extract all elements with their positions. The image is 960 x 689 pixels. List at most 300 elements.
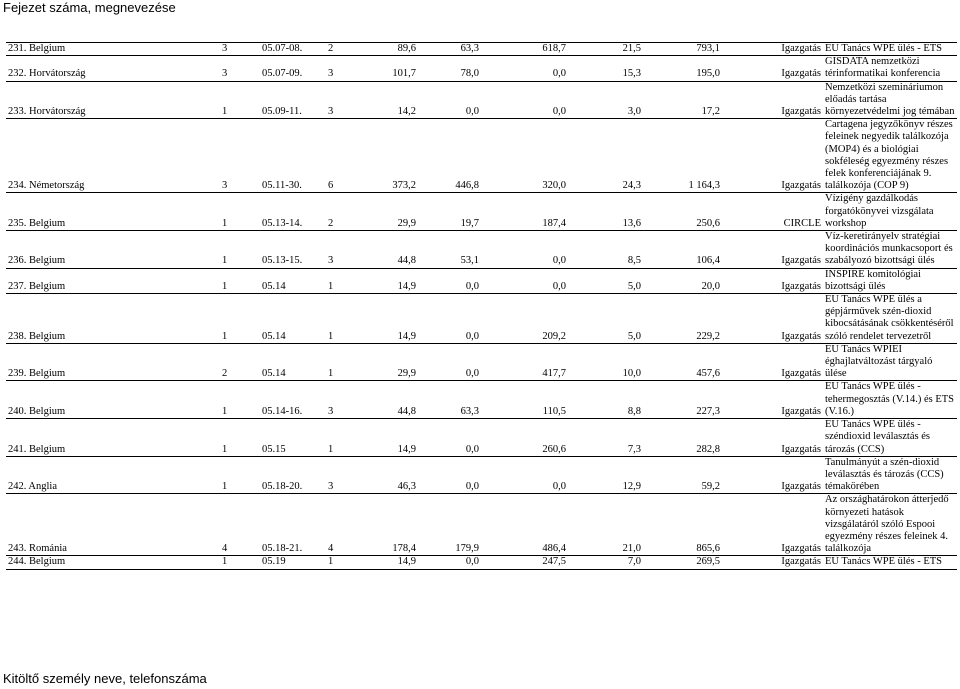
cell-amount-1 [368,43,418,56]
cell-description [823,381,957,419]
cell-amount-1 [368,193,418,231]
cell-persons-text: 3 [328,255,334,267]
cell-date [260,81,326,119]
cell-date [260,294,326,344]
cell-date [260,494,326,556]
cell-days [220,419,260,457]
cell-description-text: EU Tanács WPE ülés - ETS [825,43,942,54]
cell-type-text: Igazgatás [781,68,821,80]
cell-persons-text: 1 [328,443,334,455]
cell-date [260,119,326,193]
cell-type-text: CIRCLE [783,217,821,229]
cell-date [260,268,326,293]
cell-amount-1 [368,231,418,269]
cell-amount-2 [418,419,481,457]
cell-country-text: 237. Belgium [8,280,66,292]
table-row [6,419,957,457]
cell-country-text: 242. Anglia [8,481,57,493]
cell-amount-4 [568,419,643,457]
cell-country [6,119,220,193]
cell-type [722,231,823,269]
cell-amount-3-text: 260,6 [542,443,566,455]
cell-country-text: 240. Belgium [8,405,66,417]
cell-days [220,456,260,494]
cell-amount-3 [481,494,568,556]
cell-country-text: 244. Belgium [8,556,66,568]
cell-amount-3-text: 618,7 [542,43,566,54]
cell-persons-text: 2 [328,217,334,229]
cell-amount-4-text: 7,3 [627,443,641,455]
cell-persons [326,119,368,193]
cell-type [722,556,823,569]
cell-date-text: 05.19 [262,556,286,568]
cell-date [260,343,326,381]
cell-amount-2-text: 63,3 [460,405,479,417]
cell-days [220,231,260,269]
cell-amount-2 [418,343,481,381]
cell-total-text: 17,2 [701,106,720,118]
cell-amount-3-text: 209,2 [542,330,566,342]
cell-amount-2 [418,56,481,81]
table-row [6,456,957,494]
cell-amount-1-text: 29,9 [397,368,416,380]
cell-amount-1 [368,268,418,293]
cell-persons [326,381,368,419]
cell-type-text: Igazgatás [781,443,821,455]
table-row [6,231,957,269]
cell-amount-4-text: 8,8 [627,405,641,417]
cell-amount-2-text: 0,0 [465,481,479,493]
footer-label: Kitöltő személy neve, telefonszáma [3,671,207,686]
cell-persons-text: 3 [328,106,334,118]
cell-days-top: 1 [222,255,228,267]
cell-amount-1 [368,456,418,494]
cell-persons-text: 6 [328,180,334,192]
cell-date-text: 05.14 [262,280,286,292]
cell-total-text: 1 164,3 [688,180,720,192]
cell-total-text: 282,8 [696,443,720,455]
cell-total-text: 227,3 [696,405,720,417]
cell-persons [326,193,368,231]
cell-amount-3-text: 110,5 [542,405,566,417]
cell-amount-3-text: 0,0 [552,255,566,267]
cell-date [260,193,326,231]
cell-date-text: 05.13-15. [262,255,303,267]
cell-days-top: 2 [222,368,228,380]
cell-amount-4-text: 5,0 [627,280,641,292]
cell-total [643,231,722,269]
cell-amount-1 [368,419,418,457]
cell-amount-4 [568,119,643,193]
cell-days [220,43,260,56]
cell-amount-4-text: 13,6 [622,217,641,229]
cell-description-text: GISDATA nemzetközi térinformatikai konferencia [825,56,941,80]
cell-amount-2 [418,456,481,494]
cell-type [722,43,823,56]
cell-amount-2 [418,81,481,119]
cell-type [722,419,823,457]
cell-amount-4 [568,268,643,293]
cell-persons-text: 1 [328,280,334,292]
cell-amount-4 [568,56,643,81]
cell-amount-4 [568,556,643,569]
cell-date [260,43,326,56]
cell-amount-4-text: 3,0 [627,106,641,118]
cell-amount-1 [368,56,418,81]
cell-persons-text: 1 [328,368,334,380]
cell-date [260,56,326,81]
cell-total [643,268,722,293]
cell-amount-3-text: 486,4 [542,543,566,555]
cell-amount-4 [568,294,643,344]
cell-description [823,419,957,457]
cell-country-text: 243. Románia [8,543,67,555]
cell-country-text: 241. Belgium [8,443,66,455]
cell-days [220,81,260,119]
cell-amount-4-text: 24,3 [622,180,641,192]
cell-country-text: 238. Belgium [8,330,66,342]
cell-type [722,119,823,193]
cell-type [722,381,823,419]
cell-description [823,268,957,293]
cell-persons [326,419,368,457]
cell-type-text: Igazgatás [781,481,821,493]
cell-type-text: Igazgatás [781,368,821,380]
cell-description-text: INSPIRE komitológiai bizottsági ülés [825,268,921,292]
cell-days-top: 4 [222,543,228,555]
cell-total [643,494,722,556]
cell-days [220,343,260,381]
cell-description-text: Nemzetközi szemináriumon előadás tartása környezetvédelmi jog témában [825,81,955,118]
cell-amount-1-text: 14,2 [397,106,416,118]
cell-amount-2-text: 0,0 [465,280,479,292]
cell-total [643,81,722,119]
cell-days [220,193,260,231]
cell-amount-3-text: 0,0 [552,481,566,493]
cell-country [6,231,220,269]
cell-amount-2 [418,43,481,56]
cell-persons [326,556,368,569]
cell-amount-1 [368,381,418,419]
cell-amount-1-text: 46,3 [397,481,416,493]
cell-date-text: 05.18-20. [262,481,303,493]
cell-total [643,56,722,81]
cell-amount-2-text: 19,7 [460,217,479,229]
cell-description-text: Tanulmányút a szén-dioxid leválasztás és tározás (CCS) témakörében [825,456,944,493]
cell-amount-3-text: 0,0 [552,280,566,292]
cell-country [6,419,220,457]
cell-amount-1 [368,343,418,381]
cell-date [260,231,326,269]
cell-amount-4 [568,81,643,119]
cell-persons [326,456,368,494]
cell-days-top: 1 [222,330,228,342]
cell-description [823,43,957,56]
table-row [6,294,957,344]
header-title: Fejezet száma, megnevezése [3,0,176,15]
cell-days-top: 3 [222,68,228,80]
cell-date [260,456,326,494]
cell-country-text: 239. Belgium [8,368,66,380]
cell-total-text: 20,0 [701,280,720,292]
cell-total [643,556,722,569]
cell-type [722,81,823,119]
cell-persons [326,81,368,119]
cell-date-text: 05.07-09. [262,68,303,80]
cell-amount-2-text: 0,0 [465,106,479,118]
cell-amount-3 [481,43,568,56]
cell-description-text: Vízigény gazdálkodás forgatókönyvei vizsgálata workshop [825,193,934,229]
cell-type [722,268,823,293]
cell-total-text: 195,0 [696,68,720,80]
cell-total [643,343,722,381]
cell-description [823,494,957,556]
cell-description-text: EU Tanács WPIEI éghajlatváltozást tárgyaló ülése [825,343,933,380]
cell-amount-4 [568,193,643,231]
cell-description [823,119,957,193]
cell-days-top: 1 [222,217,228,229]
cell-persons [326,494,368,556]
cell-amount-3 [481,343,568,381]
cell-amount-3 [481,81,568,119]
cell-type-text: Igazgatás [781,106,821,118]
cell-amount-4-text: 7,0 [627,556,641,568]
cell-type-text: Igazgatás [781,280,821,292]
cell-country-text: 231. Belgium [8,43,66,54]
cell-country [6,343,220,381]
cell-amount-1-text: 14,9 [397,443,416,455]
cell-country [6,268,220,293]
table-body [6,43,957,570]
cell-type-text: Igazgatás [781,330,821,342]
cell-amount-1-text: 101,7 [392,68,416,80]
cell-days [220,294,260,344]
cell-days-text: 1 [222,556,228,568]
cell-country [6,43,220,56]
cell-type [722,494,823,556]
cell-description [823,556,957,569]
cell-amount-3 [481,556,568,569]
cell-amount-4-text: 21,0 [622,543,641,555]
cell-type [722,294,823,344]
cell-type [722,56,823,81]
cell-days [220,56,260,81]
cell-persons-text: 1 [328,330,334,342]
cell-persons-text: 2 [328,43,334,54]
table-row [6,556,957,569]
cell-amount-2-text: 179,9 [455,543,479,555]
cell-days [220,556,260,569]
cell-amount-3 [481,193,568,231]
cell-description [823,81,957,119]
cell-total [643,381,722,419]
table-row [6,81,957,119]
cell-description-text: Az országhatárokon átterjedő környezeti hatások vizsgálatáról szóló Espooi egyezmény részes feleinek 4. találkozója [825,494,949,555]
cell-amount-3 [481,231,568,269]
cell-days-top: 1 [222,443,228,455]
cell-total-text: 269,5 [696,556,720,568]
cell-amount-3-text: 0,0 [552,106,566,118]
cell-amount-4 [568,231,643,269]
cell-total [643,43,722,56]
cell-amount-1-text: 373,2 [392,180,416,192]
cell-amount-3 [481,56,568,81]
cell-total-text: 250,6 [696,217,720,229]
cell-amount-1 [368,494,418,556]
cell-days-top: 1 [222,481,228,493]
table-row [6,381,957,419]
cell-amount-4-text: 21,5 [622,43,641,54]
cell-amount-2 [418,294,481,344]
cell-total-text: 59,2 [701,481,720,493]
cell-amount-3 [481,456,568,494]
cell-type [722,456,823,494]
cell-amount-3 [481,268,568,293]
cell-description [823,193,957,231]
cell-amount-2-text: 0,0 [465,556,479,568]
cell-amount-3-text: 320,0 [542,180,566,192]
cell-days-text: 3 [222,43,228,54]
cell-amount-4 [568,494,643,556]
table-row [6,56,957,81]
cell-type [722,343,823,381]
cell-days-top: 1 [222,405,228,417]
cell-amount-3-text: 247,5 [542,556,566,568]
cell-amount-4 [568,43,643,56]
cell-description-text: EU Tanács WPE ülés - ETS [825,556,942,568]
cell-amount-3 [481,119,568,193]
cell-amount-3 [481,381,568,419]
cell-date-text: 05.18-21. [262,543,303,555]
cell-amount-3-text: 187,4 [542,217,566,229]
cell-total [643,419,722,457]
cell-country-text: 234. Németország [8,180,85,192]
cell-date-text: 05.09-11. [262,106,302,118]
cell-description [823,231,957,269]
table-row [6,494,957,556]
cell-amount-2 [418,119,481,193]
cell-amount-2-text: 63,3 [460,43,479,54]
cell-persons [326,231,368,269]
cell-amount-4-text: 15,3 [622,68,641,80]
cell-amount-2-text: 78,0 [460,68,479,80]
cell-persons-text: 4 [328,543,334,555]
cell-date [260,556,326,569]
cell-date [260,419,326,457]
cell-total-text: 457,6 [696,368,720,380]
cell-country [6,193,220,231]
cell-persons [326,43,368,56]
cell-persons [326,343,368,381]
cell-amount-2-text: 0,0 [465,443,479,455]
cell-date-text: 05.14-16. [262,405,303,417]
cell-total [643,294,722,344]
cell-days [220,268,260,293]
table-row [6,43,957,56]
cell-persons-text: 3 [328,68,334,80]
cell-amount-2 [418,231,481,269]
cell-country-text: 233. Horvátország [8,106,86,118]
cell-type-text: Igazgatás [781,556,821,568]
cell-type-text: Igazgatás [781,405,821,417]
cell-description-text: EU Tanács WPE ülés - széndioxid leválasztás és tározás (CCS) [825,419,930,455]
cell-type-text: Igazgatás [781,43,821,54]
cell-amount-1-text: 14,9 [397,556,416,568]
cell-country [6,494,220,556]
cell-amount-4-text: 10,0 [622,368,641,380]
cell-amount-2 [418,268,481,293]
cell-days [220,381,260,419]
cell-days [220,494,260,556]
cell-amount-4 [568,343,643,381]
cell-amount-1-text: 29,9 [397,217,416,229]
cell-amount-3-text: 417,7 [542,368,566,380]
cell-date-text: 05.07-08. [262,43,303,54]
cell-amount-2 [418,381,481,419]
cell-amount-3 [481,419,568,457]
cell-description-text: Cartagena jegyzőkönyv részes feleinek negyedik találkozója (MOP4) és a biológiai sokféleség egyezmény részes felek konferenciájának 9. találkozója (COP 9) [825,119,953,192]
cell-date-text: 05.11-30. [262,180,302,192]
cell-amount-1-text: 14,9 [397,280,416,292]
cell-country-text: 235. Belgium [8,217,66,229]
cell-total-text: 229,2 [696,330,720,342]
cell-amount-2-text: 446,8 [455,180,479,192]
cell-country [6,556,220,569]
cell-total [643,119,722,193]
cell-type-text: Igazgatás [781,255,821,267]
cell-amount-2 [418,193,481,231]
cell-description [823,456,957,494]
table-row [6,119,957,193]
cell-days-top: 1 [222,106,228,118]
cell-country-text: 236. Belgium [8,255,66,267]
cell-persons-text: 3 [328,481,334,493]
cell-date-text: 05.13-14. [262,217,303,229]
table-row [6,268,957,293]
cell-amount-4 [568,456,643,494]
cell-amount-4-text: 12,9 [622,481,641,493]
cell-country [6,381,220,419]
cell-days-top: 1 [222,280,228,292]
cell-amount-4 [568,381,643,419]
cell-description-text: EU Tanács WPE ülés a gépjárművek szén-dioxid kibocsátásának csökkentéséről szóló rendelet tervezetről [825,294,954,342]
cell-date-text: 05.14 [262,330,286,342]
cell-description [823,56,957,81]
cell-amount-1 [368,294,418,344]
cell-amount-1-text: 44,8 [397,255,416,267]
cell-country [6,56,220,81]
cell-total [643,456,722,494]
cell-days [220,119,260,193]
cell-persons-text: 1 [328,556,334,568]
cell-amount-1-text: 44,8 [397,405,416,417]
cell-country [6,294,220,344]
table-row [6,343,957,381]
cell-description [823,343,957,381]
cell-total-text: 865,6 [696,543,720,555]
cell-persons-text: 3 [328,405,334,417]
cell-type-text: Igazgatás [781,543,821,555]
cell-amount-1 [368,119,418,193]
cell-persons [326,56,368,81]
cell-amount-2-text: 0,0 [465,330,479,342]
cell-amount-2 [418,494,481,556]
table-row [6,193,957,231]
cell-country [6,456,220,494]
cell-description [823,294,957,344]
cell-description-text: Víz-keretirányelv stratégiai koordinációs munkacsoport és szabályozó bizottsági ülés [825,231,953,267]
cell-amount-4-text: 5,0 [627,330,641,342]
